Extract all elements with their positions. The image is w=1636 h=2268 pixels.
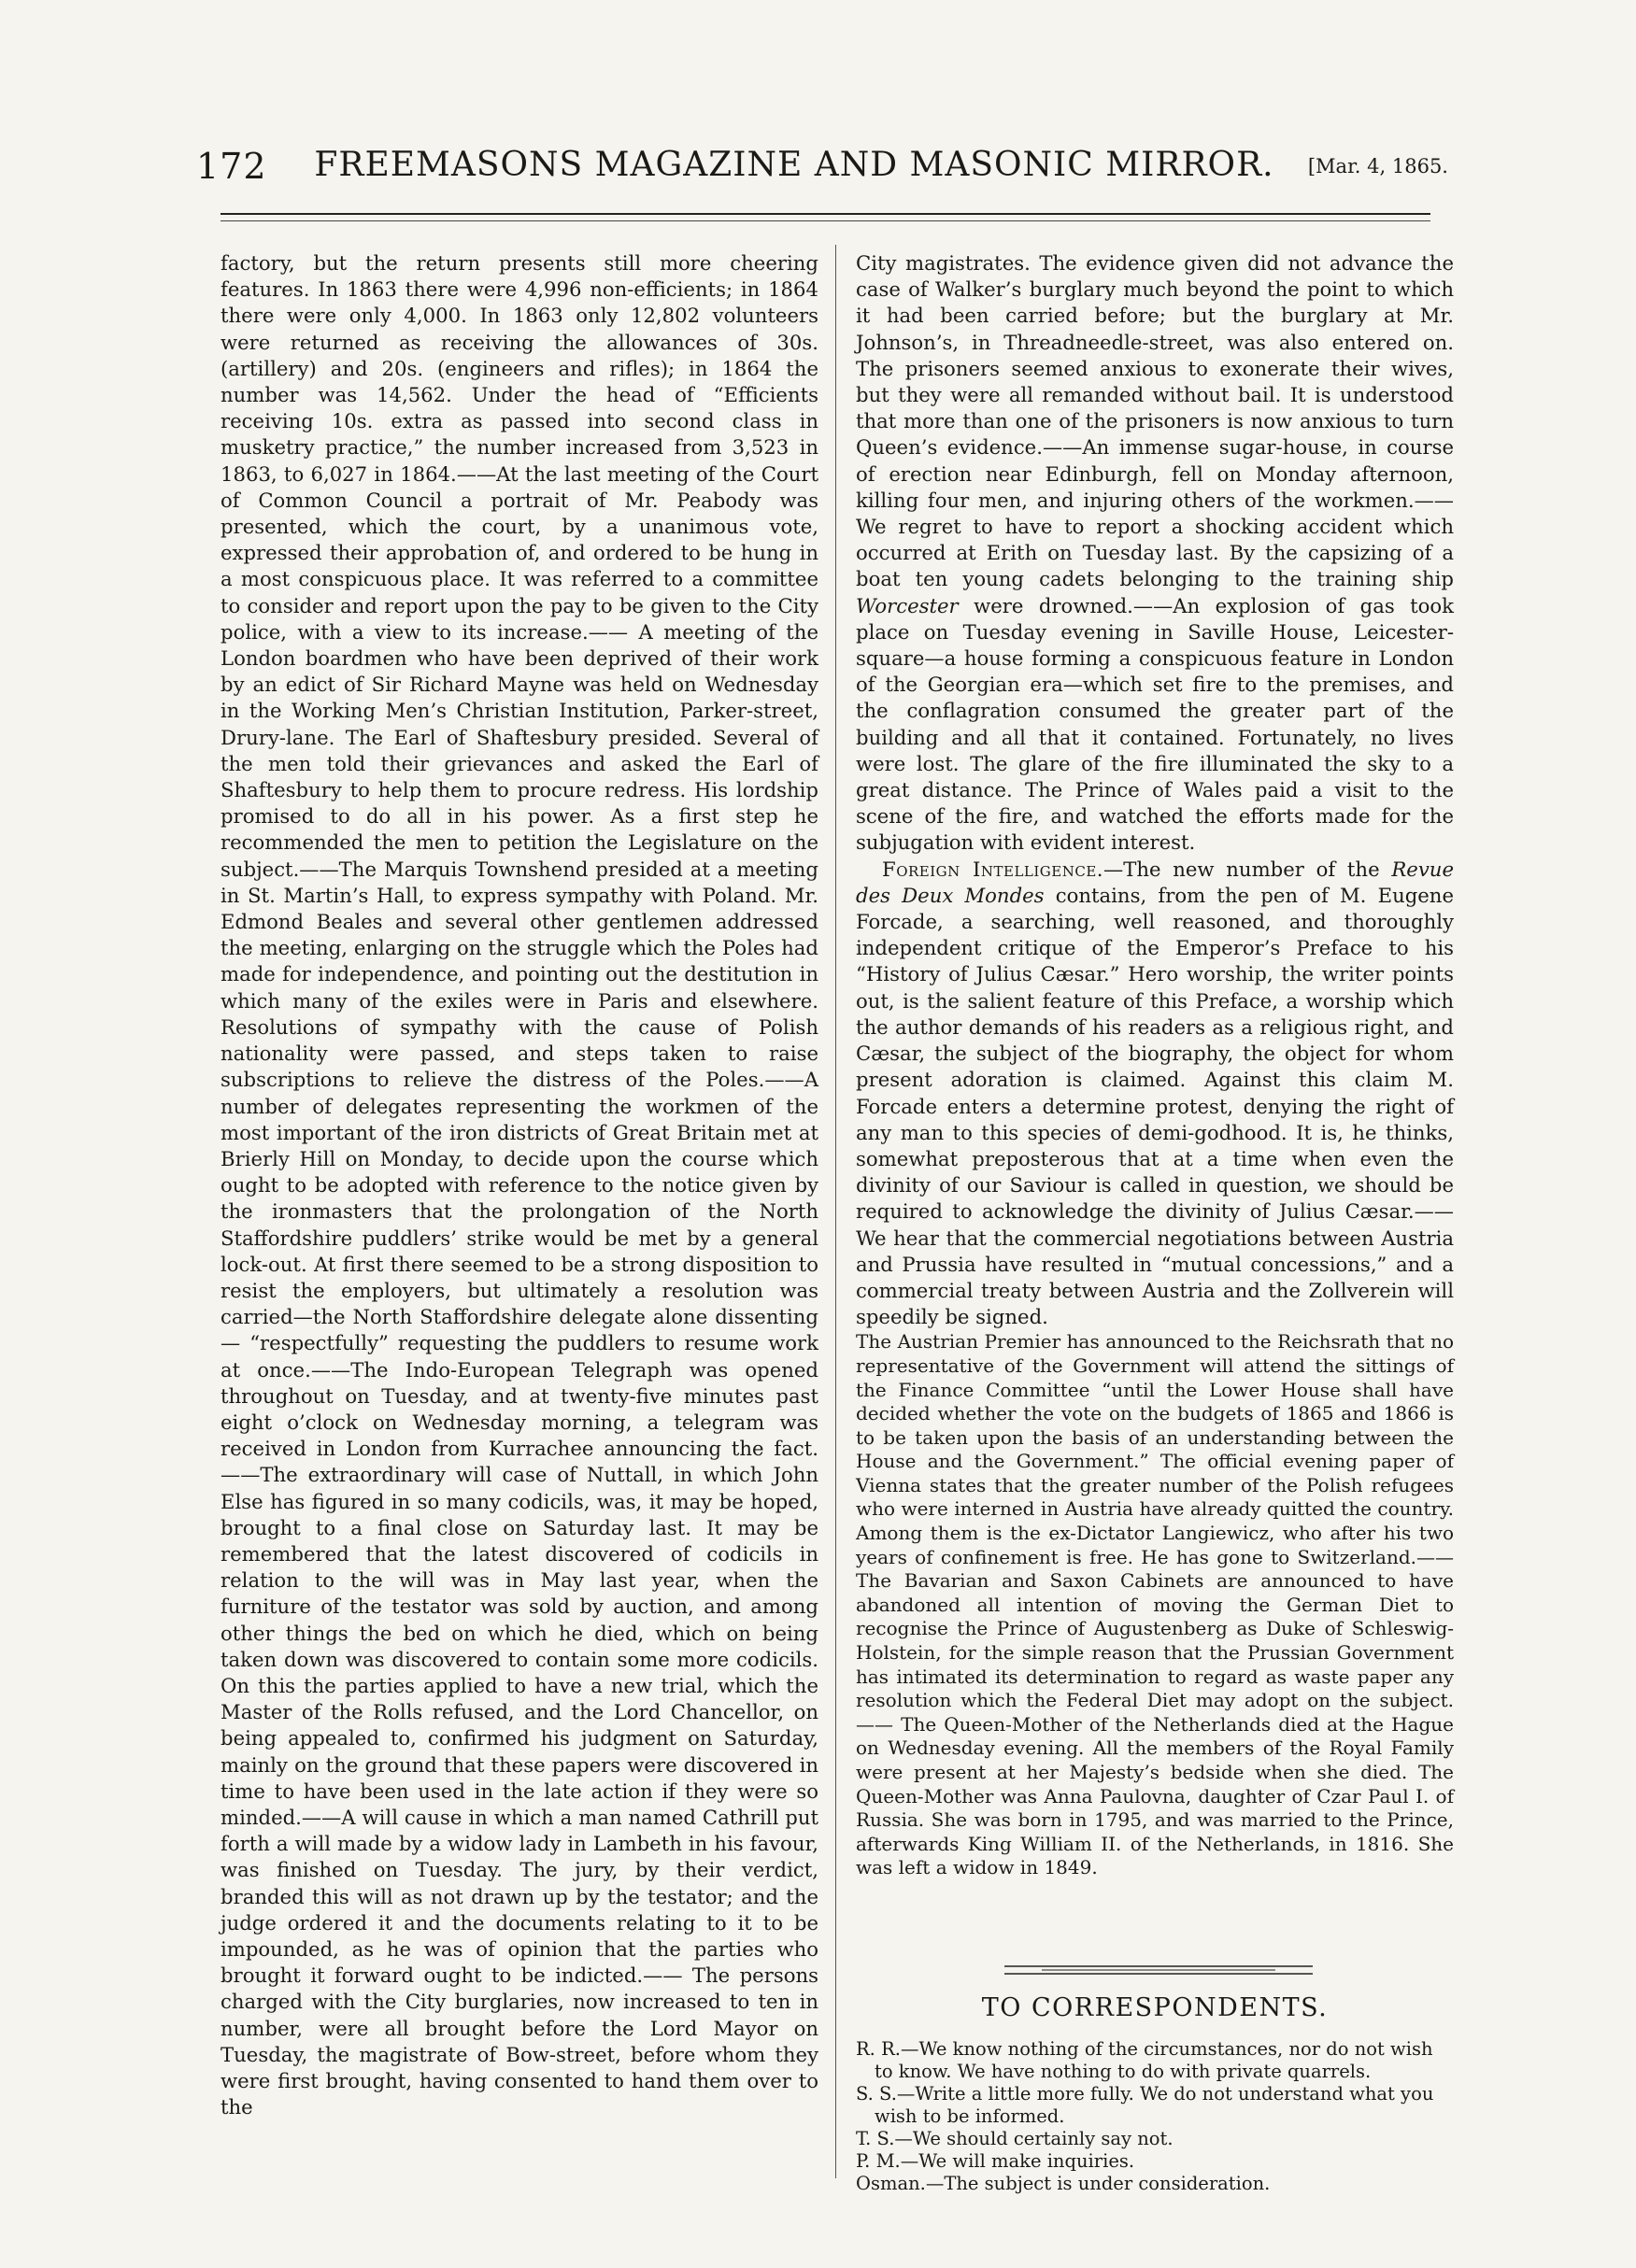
foreign-text-b: contains, from the pen of M. Eugene Forcade, a searching, well reasoned, and thoroughly independent critique of the Emperor’s Preface to his “History of Julius Cæsar.” Hero worship, the writer points out, is the salient feature of this Preface, a worship which the author demands of his readers as a religious right, and Cæsar, the subject of the biography, the object for whom present adoration is claimed. Against this claim M. Forcade enters a determine protest, denying the right of any man to this species of demi-godhood. It is, he thinks, somewhat preposterous that at a time when even the divinity of our Saviour is called in question, we should be required to acknowledge the divinity of Julius Cæsar.——We hear that the commercial negotiations between Austria and Prussia have resulted in “mutual concessions,” and a commercial treaty between Austria and the Zollverein will speedily be signed. [856, 883, 1454, 1329]
section-ornament-rule [1004, 1963, 1313, 1977]
ship-name: Worcester [856, 593, 959, 617]
issue-date: [Mar. 4, 1865. [1307, 155, 1448, 177]
correspondents-list [856, 2038, 1454, 2195]
foreign-text-a: —The new number of the [1103, 857, 1392, 881]
header-rule-thick [221, 213, 1430, 215]
column-divider [835, 245, 836, 2178]
correspondent-note: S. S.—Write a little more fully. We do not understand what you wish to be informed. [856, 2083, 1434, 2127]
correspondent-note: P. M.—We will make inquiries. [856, 2150, 1135, 2172]
foreign-intelligence-heading: Foreign Intelligence. [882, 857, 1104, 881]
page-number: 172 [196, 146, 267, 187]
home-news-text-cont: were drowned.——An explosion of gas took place on Tuesday evening in Saville House, Leicester-square—a house forming a conspicuous feature in London of the Georgian era—which set fire to the premises, and the conflagration consumed the greater part of the building and all that it contained. Fortunately, no lives were lost. The glare of the fire illuminated the sky to a great distance. The Prince of Wales paid a visit to the scene of the fire, and watched the efforts made for the subjugation with evident interest. [856, 593, 1454, 855]
left-column-text: factory, but the return presents still more cheering features. In 1863 there were 4,996 non-efficients; in 1864 there were only 4,000. In 1863 only 12,802 volunteers were returned as receiving the allowances of 30s. (artillery) and 20s. (engineers and rifles); in 1864 the number was 14,562. Under the head of “Efficients receiving 10s. extra as passed into second class in musketry practice,” the number increased from 3,523 in 1863, to 6,027 in 1864.——At the last meeting of the Court of Common Council a portrait of Mr. Peabody was presented, which the court, by a unanimous vote, expressed their approbation of, and ordered to be hung in a most conspicuous place. It was referred to a committee to consider and report upon the pay to be given to the City police, with a view to its increase.—— A meeting of the London boardmen who have been deprived of their work by an edict of Sir Richard Mayne was held on Wednesday in the Working Men’s Christian Institution, Parker-street, Drury-lane. The Earl of Shaftesbury presided. Several of the men told their grievances and asked the Earl of Shaftesbury to help them to procure redress. His lordship promised to do all in his power. As a first step he recommended the men to petition the Legislature on the subject.——The Marquis Townshend presided at a meeting in St. Martin’s Hall, to express sympathy with Poland. Mr. Edmond Beales and several other gentlemen addressed the meeting, enlarging on the struggle which the Poles had made for independence, and pointing out the destitution in which many of the exiles were in Paris and elsewhere. Resolutions of sympathy with the cause of Polish nationality were passed, and steps taken to raise subscriptions to relieve the distress of the Poles.——A number of delegates representing the workmen of the most important of the iron districts of Great Britain met at Brierly Hill on Monday, to decide upon the course which ought to be adopted with reference to the notice given by the ironmasters that the prolongation of the North Staffordshire puddlers’ strike would be met by a general lock-out. At first there seemed to be a strong disposition to resist the employers, but ultimately a resolution was carried—the North Staffordshire delegate alone dissenting — “respectfully” requesting the puddlers to resume work at once.——The Indo-European Telegraph was opened throughout on Tuesday, and at twenty-five minutes past eight o’clock on Wednesday morning, a telegram was received in London from Kurrachee announcing the fact.——The extraordinary will case of Nuttall, in which John Else has figured in so many codicils, was, it may be hoped, brought to a final close on Saturday last. It may be remembered that the latest discovered of codicils in relation to the will was in May last year, when the furniture of the testator was sold by auction, and among other things the bed on which he died, which on being taken down was discovered to contain some more codicils. On this the parties applied to have a new trial, which the Master of the Rolls refused, and the Lord Chancellor, on being appealed to, confirmed his judgment on Saturday, mainly on the ground that these papers were discovered in time to have been used in the late action if they were so minded.——A will cause in which a man named Cathrill put forth a will made by a widow lady in Lambeth in his favour, was finished on Tuesday. The jury, by their verdict, branded this will as not drawn up by the testator; and the judge ordered it and the documents relating to it to be impounded, as he was of opinion that the parties who brought it forward ought to be indicted.—— The persons charged with the City burglaries, now increased to ten in number, were all brought before the Lord Mayor on Tuesday, the magistrate of Bow-street, before whom they were first brought, having consented to hand them over to the [221, 251, 818, 2119]
left-column [221, 250, 818, 2120]
page-header [196, 138, 1448, 194]
correspondent-note: R. R.—We know nothing of the circumstances, nor do not wish to know. We have nothing to do with private quarrels. [856, 2038, 1433, 2082]
correspondent-note: T. S.—We should certainly say not. [856, 2128, 1174, 2149]
correspondents-heading: TO CORRESPONDENTS. [981, 1993, 1329, 2022]
correspondent-note: Osman.—The subject is under consideration. [856, 2173, 1271, 2194]
header-rule-thin [221, 220, 1430, 221]
right-column-paragraph-2 [856, 857, 1454, 1331]
journal-title: Revue des Deux Mondes [856, 857, 1454, 907]
right-column-paragraph-3: The Austrian Premier has announced to the Reichsrath that no representative of the Government will attend the sittings of the Finance Committee “until the Lower House shall have decided whether the vote on the budgets of 1865 and 1866 is to be taken upon the basis of an understanding between the House and the Government.” The official evening paper of Vienna states that the greater number of the Polish refugees who were interned in Austria have already quitted the country. Among them is the ex-Dictator Langiewicz, who after his two years of confinement is free. He has gone to Switzerland.——The Bavarian and Saxon Cabinets are announced to have abandoned all intention of moving the German Diet to recognise the Prince of Augustenberg as Duke of Schleswig-Holstein, for the simple reason that the Prussian Government has intimated its determination to regard as waste paper any resolution which the Federal Diet may adopt on the subject.—— The Queen-Mother of the Netherlands died at the Hague on Wednesday evening. All the members of the Royal Family were present at her Majesty’s bedside when she died. The Queen-Mother was Anna Paulovna, daughter of Czar Paul I. of Russia. She was born in 1795, and was married to the Prince, afterwards King William II. of the Netherlands, in 1816. She was left a widow in 1849. [856, 1330, 1454, 1879]
home-news-text: City magistrates. The evidence given did not advance the case of Walker’s burglary much beyond the point to which it had been carried before; but the burglary at Mr. Johnson’s, in Threadneedle-street, was also entered on. The prisoners seemed anxious to exonerate their wives, but they were all remanded without bail. It is understood that more than one of the prisoners is now anxious to turn Queen’s evidence.——An immense sugar-house, in course of erection near Edinburgh, fell on Monday afternoon, killing four men, and injuring others of the workmen.——We regret to have to report a shocking accident which occurred at Erith on Tuesday last. By the capsizing of a boat ten young cadets belonging to the training ship [856, 251, 1454, 591]
masthead-title: FREEMASONS MAGAZINE AND MASONIC MIRROR. [314, 146, 1274, 184]
right-column-paragraph-1 [856, 250, 1454, 857]
right-column [856, 250, 1454, 1880]
